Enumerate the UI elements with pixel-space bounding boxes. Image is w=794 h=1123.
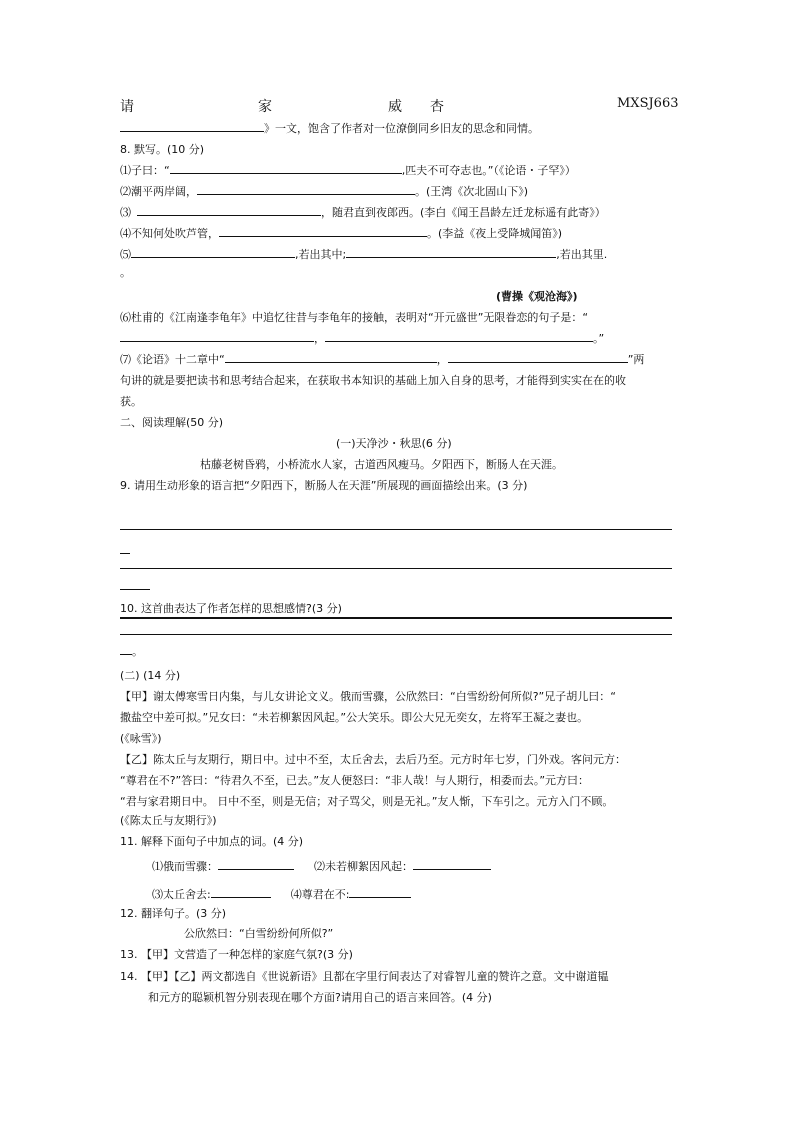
q13-text: 13. 【甲】文营造了一种怎样的家庭气氛?(3 分) <box>120 948 353 961</box>
q8-1-source: ,匹夫不可夺志也。”（《论语・子罕》） <box>401 164 576 177</box>
q11-text: 11. 解释下面句子中加点的词。(4 分) <box>120 835 304 848</box>
q8-1-text: ⑴子曰：“ <box>120 164 170 177</box>
q12-text: 12. 翻译句子。(3 分) <box>120 907 227 920</box>
answer-blank[interactable] <box>120 121 264 132</box>
q11-4-label: ⑷尊君在不: <box>290 888 350 901</box>
q8-2-source: 。(王湾《次北固山下》) <box>415 185 529 198</box>
q14-line-1: 14. 【甲】【乙】两文都选自《世说新语》且都在字里行间表达了对睿智儿童的赞许之意。文中谢道韫 <box>120 970 609 983</box>
q11-2-label: ⑵未若柳絮因风起： <box>314 860 413 873</box>
q11-row-2 <box>152 886 411 902</box>
q8-line-4 <box>120 225 562 241</box>
header-char-4: 杏 <box>430 99 444 115</box>
intro-line <box>120 120 539 136</box>
q8-line-7e: 获。 <box>120 395 142 408</box>
answer-blank[interactable] <box>218 859 294 870</box>
q11-row-1 <box>152 858 491 874</box>
header-char-2: 家 <box>258 99 272 115</box>
q8-line-2 <box>120 183 528 199</box>
q8-7-end: ”两 <box>627 353 645 366</box>
section1-title: (一)天净沙・秋思(6 分) <box>336 437 452 450</box>
q11-1-label: ⑴俄而雪骤： <box>152 860 218 873</box>
q8-title: 8. 默写。(10 分) <box>120 143 205 156</box>
answer-blank[interactable] <box>413 859 491 870</box>
answer-blank[interactable] <box>349 887 411 898</box>
header-char-3: 威 <box>388 99 402 115</box>
q8-6-comma: ， <box>314 332 325 345</box>
part2-title: 二、阅读理解(50 分) <box>120 416 224 429</box>
header-char-1: 请 <box>120 99 134 115</box>
q12-sentence: 公欣然曰：“白雪纷纷何所似?” <box>184 927 334 940</box>
q8-7-comma: ， <box>436 353 448 366</box>
answer-blank[interactable] <box>211 887 271 898</box>
jia-source: (《咏雪》) <box>120 732 162 745</box>
q14-line-2: 和元方的聪颖机智分别表现在哪个方面?请用自己的语言来回答。(4 分) <box>148 991 492 1004</box>
q10-text: 10. 这首曲表达了作者怎样的思想感情?(3 分) <box>120 602 342 615</box>
yi-line-2: “尊君在不?”答曰：“待君久不至，已去。”友人便怒曰：“非人哉！与人期行，相委而去。”元方曰： <box>120 774 590 787</box>
yi-source: (《陈太丘与友期行》) <box>120 814 217 827</box>
intro-text: 》一文，饱含了作者对一位潦倒同乡旧友的思念和同情。 <box>264 122 539 135</box>
answer-line[interactable] <box>120 589 150 590</box>
q8-5-text-2: ,若出其里. <box>556 248 608 261</box>
q8-line-7 <box>120 351 644 367</box>
q8-4-source: 。(李益《夜上受降城闻笛》) <box>427 227 563 240</box>
q8-5-source: (曹操《观沧海》) <box>496 290 578 303</box>
q8-5-label: ⑸ <box>120 248 131 261</box>
answer-blank[interactable] <box>346 247 556 258</box>
poem-text: 枯藤老树昏鸦，小桥流水人家，古道西风瘦马。夕阳西下，断肠人在天涯。 <box>200 458 563 471</box>
section2-title: (二) (14 分) <box>120 669 181 682</box>
q8-line-6: ⑹杜甫的《江南逢李龟年》中追忆往昔与李龟年的接触，表明对“开元盛世”无限眷恋的句子是：“ <box>120 311 589 324</box>
q8-5-dot: 。 <box>120 266 131 279</box>
q9-text: 9. 请用生动形象的语言把“夕阳西下，断肠人在天涯”所展现的画面描绘出来。(3 分) <box>120 479 528 492</box>
jia-line-2: 撒盐空中差可拟。”兄女曰：“未若柳絮因风起。”公大笑乐。即公大兄无奕女，左将军王凝之妻也。 <box>120 711 589 724</box>
q8-2-text: ⑵潮平两岸阔， <box>120 185 197 198</box>
q8-6-end: 。” <box>593 332 605 345</box>
q8-line-5 <box>120 246 607 262</box>
answer-line[interactable] <box>120 617 672 619</box>
q8-7-text: ⑺《论语》十二章中“ <box>120 353 225 366</box>
yi-line-3: “君与家君期日中。 日中不至，则是无信；对子骂父，则是无礼。”友人惭，下车引之。元方入门不顾。 <box>120 795 614 808</box>
q8-line-3 <box>120 204 606 220</box>
answer-blank[interactable] <box>219 226 427 237</box>
answer-blank[interactable] <box>137 205 321 216</box>
q10-end <box>120 643 143 659</box>
q11-3-label: ⑶太丘舍去: <box>152 888 211 901</box>
q8-3-label: ⑶ <box>120 206 131 219</box>
answer-line[interactable] <box>120 568 672 569</box>
header-code: MXSJ663 <box>617 96 679 111</box>
answer-blank[interactable] <box>120 644 132 655</box>
answer-line[interactable] <box>120 634 672 635</box>
answer-line[interactable] <box>120 553 130 554</box>
answer-blank[interactable] <box>448 352 628 363</box>
q8-4-text: ⑷不知何处吹芦管， <box>120 227 219 240</box>
answer-blank[interactable] <box>325 331 593 342</box>
yi-line-1: 【乙】陈太丘与友期行，期日中。过中不至，太丘舍去，去后乃至。元方时年七岁，门外戏。客问元方： <box>120 753 626 766</box>
answer-blank[interactable] <box>120 331 314 342</box>
q8-line-7d: 句讲的就是要把读书和思考结合起来，在获取书本知识的基础上加入自身的思考，才能得到实实在在的收 <box>120 374 626 387</box>
answer-blank[interactable] <box>197 184 415 195</box>
answer-blank[interactable] <box>225 352 437 363</box>
q10-end-dot: 。 <box>132 645 143 658</box>
answer-blank[interactable] <box>170 163 402 174</box>
q8-5-text-1: ,若出其中; <box>295 248 347 261</box>
answer-line[interactable] <box>120 529 672 530</box>
q8-line-6b <box>120 330 604 346</box>
jia-line-1: 【甲】谢太傅寒雪日内集，与儿女讲论文义。俄而雪骤，公欣然曰：“白雪纷纷何所似?”兄子胡儿曰：“ <box>120 690 616 703</box>
answer-blank[interactable] <box>131 247 295 258</box>
q8-line-1 <box>120 162 576 178</box>
q8-3-source: ，随君直到夜郎西。(李白《闻王昌龄左迁龙标遥有此寄》） <box>321 206 606 219</box>
